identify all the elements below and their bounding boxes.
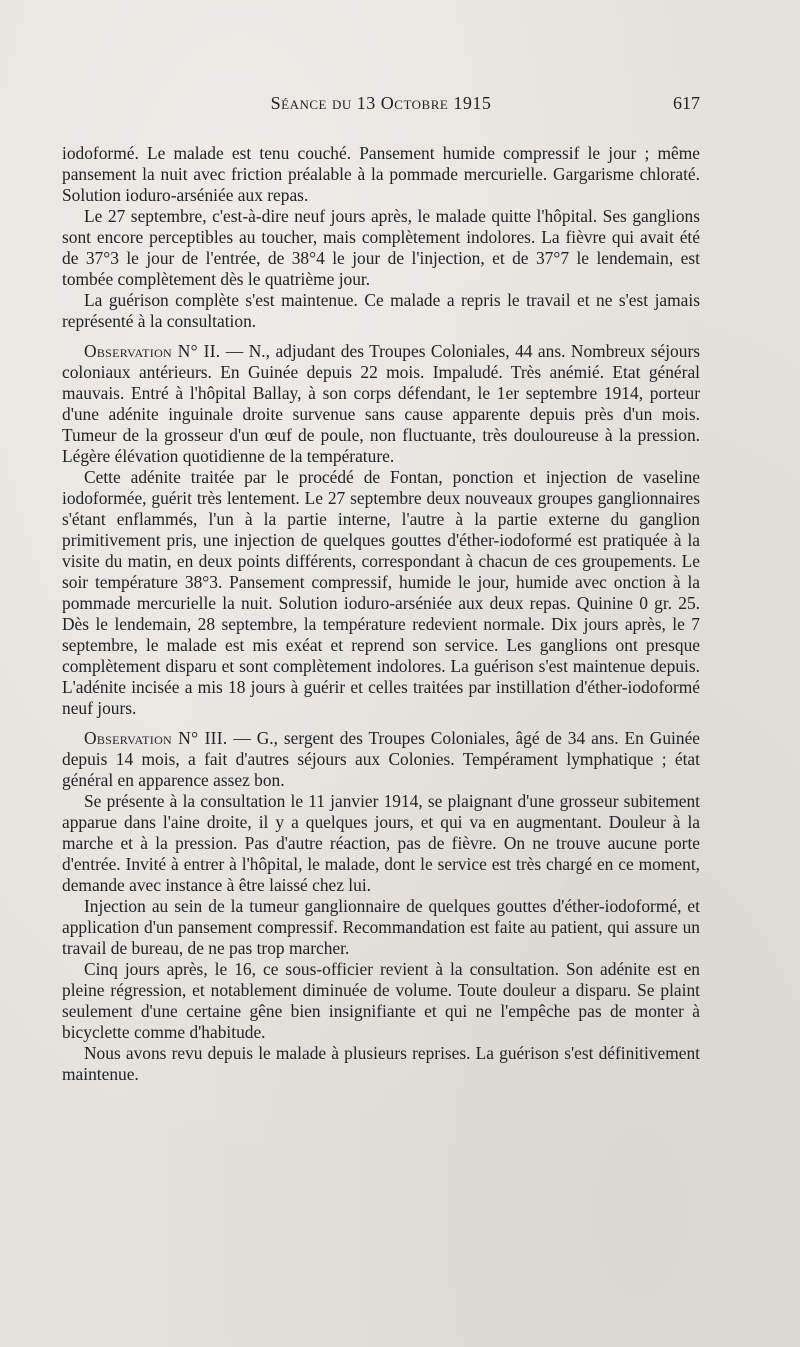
paragraph: Cinq jours après, le 16, ce sous-officier revient à la consultation. Son adénite est en pleine régression, et notablement diminuée de volume. Toute douleur a disparu. Se plaint seulement d'une certaine gêne bien insignifiante et qui ne l'empêche pas de monter à bicyclette comme d'habitude. [62, 959, 700, 1042]
page-number: 617 [673, 93, 700, 113]
page-header [62, 93, 700, 119]
paragraph: Se présente à la consultation le 11 janvier 1914, se plaignant d'une grosseur subitement apparue dans l'aine droite, il y a quelques jours, et qui va en augmentant. Douleur à la marche et à la pression. Pas d'autre réaction, pas de fièvre. On ne trouve aucune porte d'entrée. Invité à entrer à l'hôpital, le malade, dont le service est très chargé en ce moment, demande avec instance à être laissé chez lui. [62, 791, 700, 895]
observation-text: — N., adjudant des Troupes Coloniales, 44 ans. Nombreux séjours coloniaux antérieurs. En Guinée depuis 22 mois. Impaludé. Très anémié. Etat général mauvais. Entré à l'hôpital Ballay, à son corps défendant, le 1er septembre 1914, porteur d'une adénite inguinale droite survenue sans cause apparente depuis près d'un mois. Tumeur de la grosseur d'un œuf de poule, non fluctuante, très douloureuse à la pression. Légère élévation quotidienne de la température. [62, 341, 701, 466]
paragraph: iodoformé. Le malade est tenu couché. Pansement humide compressif le jour ; même pansement la nuit avec friction préalable à la pommade mercurielle. Gargarisme chloraté. Solution ioduro-arséniée aux repas. [62, 143, 700, 205]
paragraph: La guérison complète s'est maintenue. Ce malade a repris le travail et ne s'est jamais représenté à la consultation. [62, 290, 700, 331]
observation-label: Observation N° II. [84, 341, 221, 361]
observation-label: Observation N° III. [84, 728, 228, 748]
observation-2 [62, 341, 700, 467]
observation-3 [62, 728, 700, 791]
paragraph: Injection au sein de la tumeur ganglionnaire de quelques gouttes d'éther-iodoformé, et application d'un pansement compressif. Recommandation est faite au patient, qui assure un travail de bureau, de ne pas trop marcher. [62, 896, 700, 958]
body-text [62, 143, 700, 1085]
paragraph: Nous avons revu depuis le malade à plusieurs reprises. La guérison s'est définitivement maintenue. [62, 1043, 700, 1084]
paragraph: Le 27 septembre, c'est-à-dire neuf jours après, le malade quitte l'hôpital. Ses ganglions sont encore perceptibles au toucher, mais complètement indolores. La fièvre qui avait été de 37°3 le jour de l'entrée, de 38°4 le jour de l'injection, et de 37°7 le lendemain, est tombée complètement dès le quatrième jour. [62, 206, 700, 289]
running-head: Séance du 13 Octobre 1915 [270, 93, 492, 113]
observation-text: — G., sergent des Troupes Coloniales, âgé de 34 ans. En Guinée depuis 14 mois, a fait d'autres séjours aux Colonies. Tempérament lymphatique ; état général en apparence assez bon. [62, 728, 701, 790]
paragraph: Cette adénite traitée par le procédé de Fontan, ponction et injection de vaseline iodoformée, guérit très lentement. Le 27 septembre deux nouveaux groupes ganglionnaires s'étant enflammés, l'un à la partie interne, l'autre à la partie externe du ganglion primitivement pris, une injection de quelques gouttes d'éther-iodoformé est pratiquée à la visite du matin, en deux points différents, correspondant à chacun de ces groupements. Le soir température 38°3. Pansement compressif, humide le jour, humide avec onction à la pommade mercurielle la nuit. Solution ioduro-arséniée aux deux repas. Quinine 0 gr. 25. Dès le lendemain, 28 septembre, la température redevient normale. Dix jours après, le 7 septembre, le malade est mis exéat et reprend son service. Les ganglions ont presque complètement disparu et sont complètement indolores. La guérison s'est maintenue depuis. L'adénite incisée a mis 18 jours à guérir et celles traitées par instillation d'éther-iodoformé neuf jours. [62, 467, 700, 718]
